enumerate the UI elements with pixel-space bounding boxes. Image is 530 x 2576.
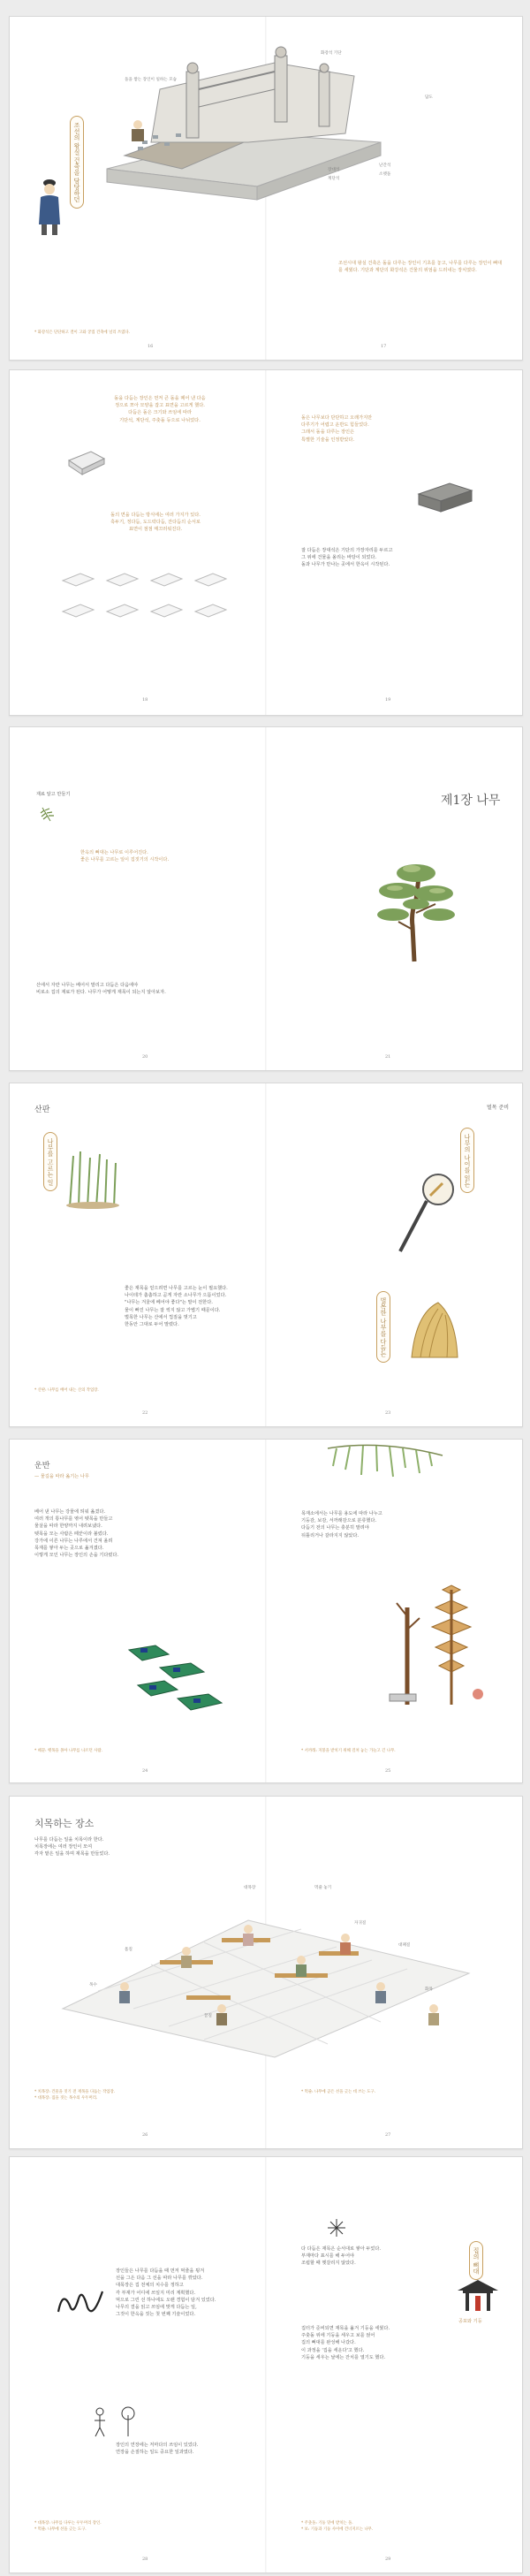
footnote: * 먹줄: 나무에 곧은 선을 긋는 데 쓰는 도구.	[301, 2090, 376, 2094]
figure-with-tree-illustration	[89, 2403, 142, 2438]
body-text: 장인의 연장에는 저마다의 쓰임이 있었다. 연장을 손질하는 일도 중요한 일과였다.	[116, 2443, 199, 2456]
workstation-label: 대패질	[398, 1943, 411, 1948]
magnifier-icon	[390, 1167, 469, 1265]
page-number-left: 18	[142, 697, 148, 703]
spread-4	[9, 1083, 523, 1427]
footnote: * 대목장: 나무를 다루는 우두머리 장인. * 먹줄: 나무에 선을 긋는 도구.	[34, 2521, 102, 2532]
page-number-left: 26	[142, 2132, 148, 2138]
stone-block-illustration	[64, 443, 109, 478]
log-bundle-illustration	[403, 1296, 465, 1366]
pine-tree-illustration	[363, 851, 460, 966]
spread-6	[9, 1796, 523, 2149]
body-text: 돌을 다듬는 장인은 먼저 큰 돌을 떼어 낸 다음 정으로 쪼아 모양을 잡고 표면을 고르게 했다. 다듬은 돌은 크기와 쓰임에 따라 기단석, 계단석, 주춧돌 등으로 나뉘었다.	[114, 396, 206, 423]
page-number-right: 19	[385, 697, 391, 703]
body-text: 좋은 재목을 얻으려면 나무를 고르는 눈이 필요했다. 나이테가 촘촘하고 곧게 자란 소나무가 으뜸이었다. "나무는 겨울에 베어야 좋다"는 말이 전한다. 물이 빠진 나무는 잘 썩지 않고 가볍기 때문이다. 벌목한 나무는 산에서 껍질을 벗기고 한동안 그대로 두어 말렸다.	[125, 1286, 228, 1328]
gutter	[265, 1083, 267, 1426]
calligraphy-brush-stroke	[54, 2281, 107, 2325]
body-text: 돌의 면을 다듬는 방식에는 여러 가지가 있다. 혹두기, 정다듬, 도드락다듬, 잔다듬의 순서로 표면이 점점 매끄러워진다.	[110, 513, 201, 533]
callout-label: 난간석	[379, 163, 391, 168]
workstation-label: 톱질	[125, 1948, 132, 1952]
gutter	[265, 370, 267, 715]
page-number-left: 22	[142, 1410, 148, 1416]
gutter	[265, 727, 267, 1070]
body-text: 다 다듬은 재목은 순서대로 쌓아 두었다. 부재마다 표시를 해 두어야 조립할 때 헷갈리지 않았다.	[301, 2246, 382, 2267]
page-number-left: 20	[142, 1054, 148, 1060]
page-number-left: 24	[142, 1768, 148, 1774]
footnote: * 화강석은 단단하고 결이 고와 궁궐 건축에 널리 쓰였다.	[34, 331, 131, 335]
stone-platform-illustration	[98, 36, 390, 204]
body-text: 조선시대 왕실 건축은 돌을 다루는 장인이 기초를 놓고, 나무를 다루는 장인이 뼈대를 세웠다. 기단과 계단의 화강석은 건물의 위엄을 드러내는 장치였다.	[338, 261, 503, 274]
timber-raft-illustration	[125, 1641, 231, 1716]
page-number-right: 27	[385, 2132, 391, 2138]
page-number-right: 17	[381, 344, 387, 349]
callout-label: 돌을 쌓는 장인이 일하는 모습	[125, 78, 178, 82]
small-header: 재료 알고 만들기	[36, 792, 71, 797]
page-number-left: 28	[142, 2557, 148, 2562]
timber-stack-illustration	[381, 1581, 487, 1714]
page-number-right: 29	[385, 2557, 391, 2562]
chapter-title: 제1장 나무	[441, 794, 501, 808]
callout-label: 답도	[425, 95, 433, 100]
workstation-label: 끌질	[204, 2014, 212, 2018]
spread-3	[9, 726, 523, 1071]
intro-quote: 한옥의 뼈대는 나무로 이루어진다. 좋은 나무를 고르는 일이 집짓기의 시작이다.	[80, 850, 170, 863]
body-text: 목재소에서는 나무를 용도에 따라 나누고 기둥감, 보감, 서까래감으로 분류했다. 다듬기 전의 나무는 충분히 말려야 뒤틀리거나 갈라지지 않았다.	[301, 1511, 382, 1539]
stone-dressing-stages-illustration	[54, 563, 239, 642]
vertical-label: 집의 뼈대	[469, 2241, 483, 2280]
gutter	[265, 2157, 267, 2572]
body-text: 장인들은 나무를 다듬을 때 먼저 먹줄을 튕겨 선을 그은 다음 그 선을 따라 나무를 깎았다. 대목장은 집 전체의 치수를 정하고 각 부재가 어디에 쓰일지 미리 계획했다. 먹으로 그린 선 하나에도 오랜 경험이 담겨 있었다. 나무의 결을 읽고 쓰임에 맞게 다듬는 일, 그것이 한옥을 짓는 첫 번째 기술이었다.	[116, 2268, 216, 2318]
section-heading: 벌목 준비	[487, 1105, 510, 1111]
willow-branch-illustration	[328, 1440, 443, 1488]
page-number-right: 25	[385, 1768, 391, 1774]
callout-label: 소맷돌	[379, 172, 391, 177]
section-heading: 치목하는 장소	[34, 1818, 95, 1829]
long-stone-illustration	[414, 476, 476, 516]
footnote: * 치목장: 건물을 짓기 전 재목을 다듬는 작업장. * 대목장: 집을 짓는 목수의 우두머리.	[34, 2090, 116, 2101]
section-heading: 산판	[34, 1106, 50, 1114]
vertical-label: 조선의 왕실 건축을 담당하던	[70, 116, 84, 209]
carpentry-yard-illustration	[45, 1876, 487, 2062]
body-text: 잘 다듬은 장대석은 기단의 가장자리를 두르고 그 위에 건물을 올리는 바탕이 되었다. 돌과 나무가 만나는 곳에서 한옥이 시작된다.	[301, 548, 393, 568]
body-text: 집터가 준비되면 재목을 옮겨 기둥을 세웠다. 주춧돌 위에 기둥을 세우고 보를 얹어 집의 뼈대를 완성해 나갔다. 이 과정을 '집을 세운다'고 했다. 기둥을 세우는 날에는 잔치를 열기도 했다.	[301, 2326, 390, 2360]
workstation-label: 화목	[425, 1987, 433, 1992]
body-text: 돌은 나무보다 단단하고 오래가지만 다루기가 어렵고 운반도 힘들었다. 그래서 돌을 다루는 장인은 특별한 기술을 인정받았다.	[301, 415, 373, 443]
leaf-sprig-icon	[40, 805, 57, 824]
callout-label: 장대석	[328, 168, 340, 172]
footnote: * 주춧돌: 기둥 밑에 받치는 돌. * 보: 기둥과 기둥 사이에 건너지르는 나무.	[301, 2521, 374, 2532]
image-caption: 공포와 기둥	[458, 2319, 482, 2324]
section-subheading: — 물길을 따라 옮기는 나무	[34, 1474, 89, 1479]
page-number-left: 16	[148, 344, 154, 349]
workstation-label: 대목장	[244, 1886, 256, 1890]
vertical-label: 벌목한 나무를 다듬는	[376, 1291, 390, 1363]
spread-5	[9, 1439, 523, 1783]
callout-label: 화강석 기단	[321, 51, 342, 56]
gutter	[265, 1440, 267, 1782]
footnote: * 떼꾼: 뗏목을 몰아 나무를 나르던 사람.	[34, 1749, 103, 1753]
body-text: 산에서 자란 나무는 베어서 말리고 다듬은 다음에야 비로소 집의 재료가 된다. 나무가 어떻게 재목이 되는지 알아보자.	[36, 983, 166, 996]
page-number-right: 23	[385, 1410, 391, 1416]
house-frame-icon	[456, 2276, 500, 2312]
vertical-label: 나무를 고르는 일	[43, 1132, 57, 1191]
workstation-label: 목수	[89, 1983, 97, 1987]
vertical-label: 나무의 나이를 읽는	[460, 1128, 474, 1193]
bamboo-grass-illustration	[61, 1147, 123, 1209]
spread-2	[9, 369, 523, 716]
page-number-right: 21	[385, 1054, 391, 1060]
footnote: * 서까래: 지붕을 받치기 위해 걸쳐 놓는 가늘고 긴 나무.	[301, 1749, 396, 1753]
workstation-label: 먹줄 놓기	[314, 1886, 332, 1890]
workstation-label: 자귀질	[354, 1921, 367, 1926]
callout-label: 계단석	[328, 177, 340, 181]
sparkle-icon	[328, 2219, 345, 2237]
spread-7	[9, 2156, 523, 2573]
footnote: * 산판: 나무를 베어 내는 산의 작업장.	[34, 1388, 99, 1393]
body-text: 베어 낸 나무는 강물에 띄워 옮겼다. 여러 개의 통나무를 엮어 뗏목을 만들고 물살을 따라 한양까지 내려보냈다. 뗏목을 모는 사람은 떼꾼이라 불렀다. 강가에 이른 나무는 나루에서 건져 올려 목재를 쌓아 두는 곳으로 옮겨졌다. 이렇게 모인 나무는 장인의 손을 기다렸다.	[34, 1509, 119, 1559]
spread-1	[9, 16, 523, 361]
section-heading: 운반	[34, 1462, 50, 1470]
worker-figure-illustration	[36, 176, 63, 238]
body-text: 나무를 다듬는 일을 치목이라 한다. 치목장에는 여러 장인이 모여 각자 맡은 일을 하며 재목을 만들었다.	[34, 1837, 110, 1858]
